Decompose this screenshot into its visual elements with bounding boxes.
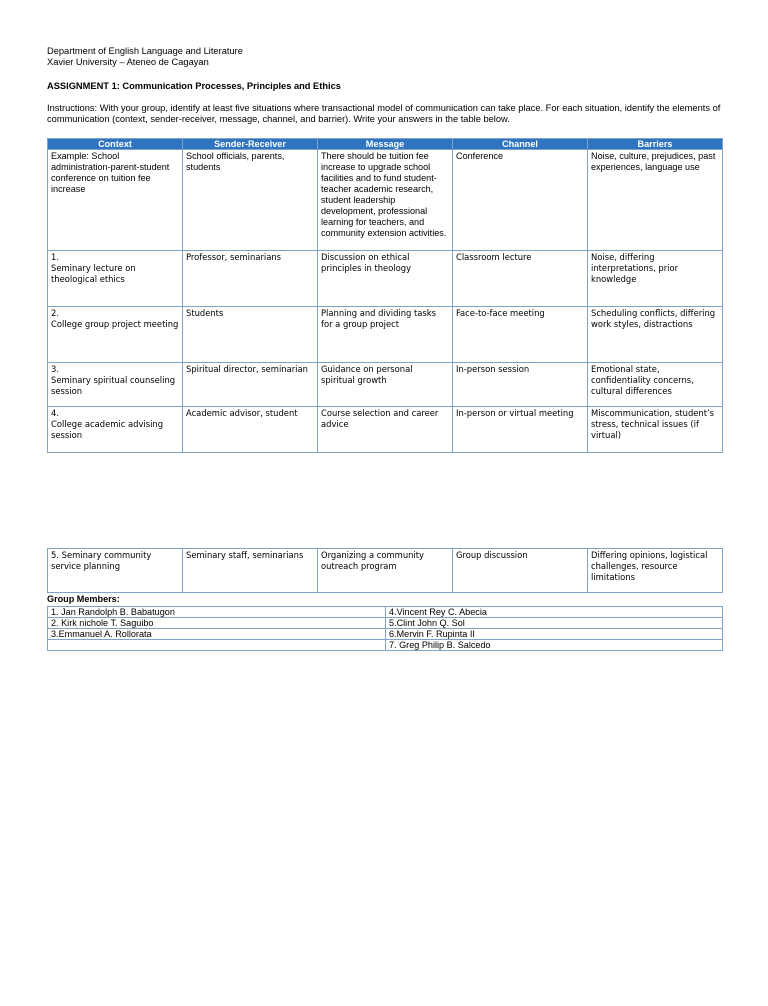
header-message: Message	[318, 139, 453, 150]
cell-message: Course selection and career advice	[318, 407, 453, 453]
table-row	[48, 618, 723, 629]
member-cell: 2. Kirk nichole T. Saguibo	[48, 618, 386, 629]
cell-channel: Group discussion	[453, 549, 588, 593]
cell-message: There should be tuition fee increase to upgrade school facilities and to fund student-teacher academic research, student leadership development, professional learning for teachers, and community extension activities.	[318, 150, 453, 251]
cell-sender-receiver: Spiritual director, seminarian	[183, 363, 318, 407]
cell-channel: In-person or virtual meeting	[453, 407, 588, 453]
member-cell: 4.Vincent Rey C. Abecia	[386, 607, 723, 618]
cell-channel: Classroom lecture	[453, 251, 588, 307]
member-cell: 3.Emmanuel A. Rollorata	[48, 629, 386, 640]
header-sender-receiver: Sender-Receiver	[183, 139, 318, 150]
cell-barriers: Emotional state, confidentiality concerns, cultural differences	[588, 363, 723, 407]
table-row	[48, 251, 723, 307]
member-cell: 5.Clint John Q. Sol	[386, 618, 723, 629]
cell-sender-receiver: Professor, seminarians	[183, 251, 318, 307]
table-row	[48, 629, 723, 640]
cell-barriers: Differing opinions, logistical challenges, resource limitations	[588, 549, 723, 593]
cell-sender-receiver: Students	[183, 307, 318, 363]
table-row	[48, 150, 723, 251]
communication-table	[47, 138, 723, 453]
university-line: Xavier University – Ateneo de Cagayan	[47, 57, 209, 67]
cell-barriers: Noise, differing interpretations, prior knowledge	[588, 251, 723, 307]
cell-sender-receiver: Academic advisor, student	[183, 407, 318, 453]
cell-message: Discussion on ethical principles in theology	[318, 251, 453, 307]
cell-context: 4. College academic advising session	[48, 407, 183, 453]
cell-message: Guidance on personal spiritual growth	[318, 363, 453, 407]
instructions-text: Instructions: With your group, identify at least five situations where transactional model of communication can take place. For each situation, identify the elements of communication (context, sender-receiver, message, channel, and barrier). Write your answers in the table below.	[47, 103, 721, 125]
table-row	[48, 407, 723, 453]
cell-channel: Conference	[453, 150, 588, 251]
cell-context: 1. Seminary lecture on theological ethics	[48, 251, 183, 307]
cell-barriers: Scheduling conflicts, differing work styles, distractions	[588, 307, 723, 363]
table-row	[48, 307, 723, 363]
table-row	[48, 549, 723, 593]
cell-barriers: Noise, culture, prejudices, past experiences, language use	[588, 150, 723, 251]
communication-table-continued	[47, 548, 723, 593]
cell-sender-receiver: School officials, parents, students	[183, 150, 318, 251]
member-cell: 6.Mervin F. Rupinta II	[386, 629, 723, 640]
table-row	[48, 607, 723, 618]
cell-context: 2. College group project meeting	[48, 307, 183, 363]
cell-context: 5. Seminary community service planning	[48, 549, 183, 593]
group-members-table	[47, 606, 723, 651]
cell-channel: In-person session	[453, 363, 588, 407]
header-context: Context	[48, 139, 183, 150]
assignment-title: ASSIGNMENT 1: Communication Processes, Principles and Ethics	[47, 81, 341, 91]
cell-context: Example: School administration-parent-student conference on tuition fee increase	[48, 150, 183, 251]
table-header-row	[48, 139, 723, 150]
department-line: Department of English Language and Literature	[47, 46, 243, 56]
group-members-label: Group Members:	[47, 594, 120, 604]
cell-barriers: Miscommunication, student’s stress, technical issues (if virtual)	[588, 407, 723, 453]
cell-sender-receiver: Seminary staff, seminarians	[183, 549, 318, 593]
cell-context: 3. Seminary spiritual counseling session	[48, 363, 183, 407]
cell-channel: Face-to-face meeting	[453, 307, 588, 363]
member-cell: 1. Jan Randolph B. Babatugon	[48, 607, 386, 618]
table-row	[48, 640, 723, 651]
member-cell	[48, 640, 386, 651]
header-barriers: Barriers	[588, 139, 723, 150]
member-cell: 7. Greg Philip B. Salcedo	[386, 640, 723, 651]
cell-message: Organizing a community outreach program	[318, 549, 453, 593]
cell-message: Planning and dividing tasks for a group project	[318, 307, 453, 363]
table-row	[48, 363, 723, 407]
header-channel: Channel	[453, 139, 588, 150]
